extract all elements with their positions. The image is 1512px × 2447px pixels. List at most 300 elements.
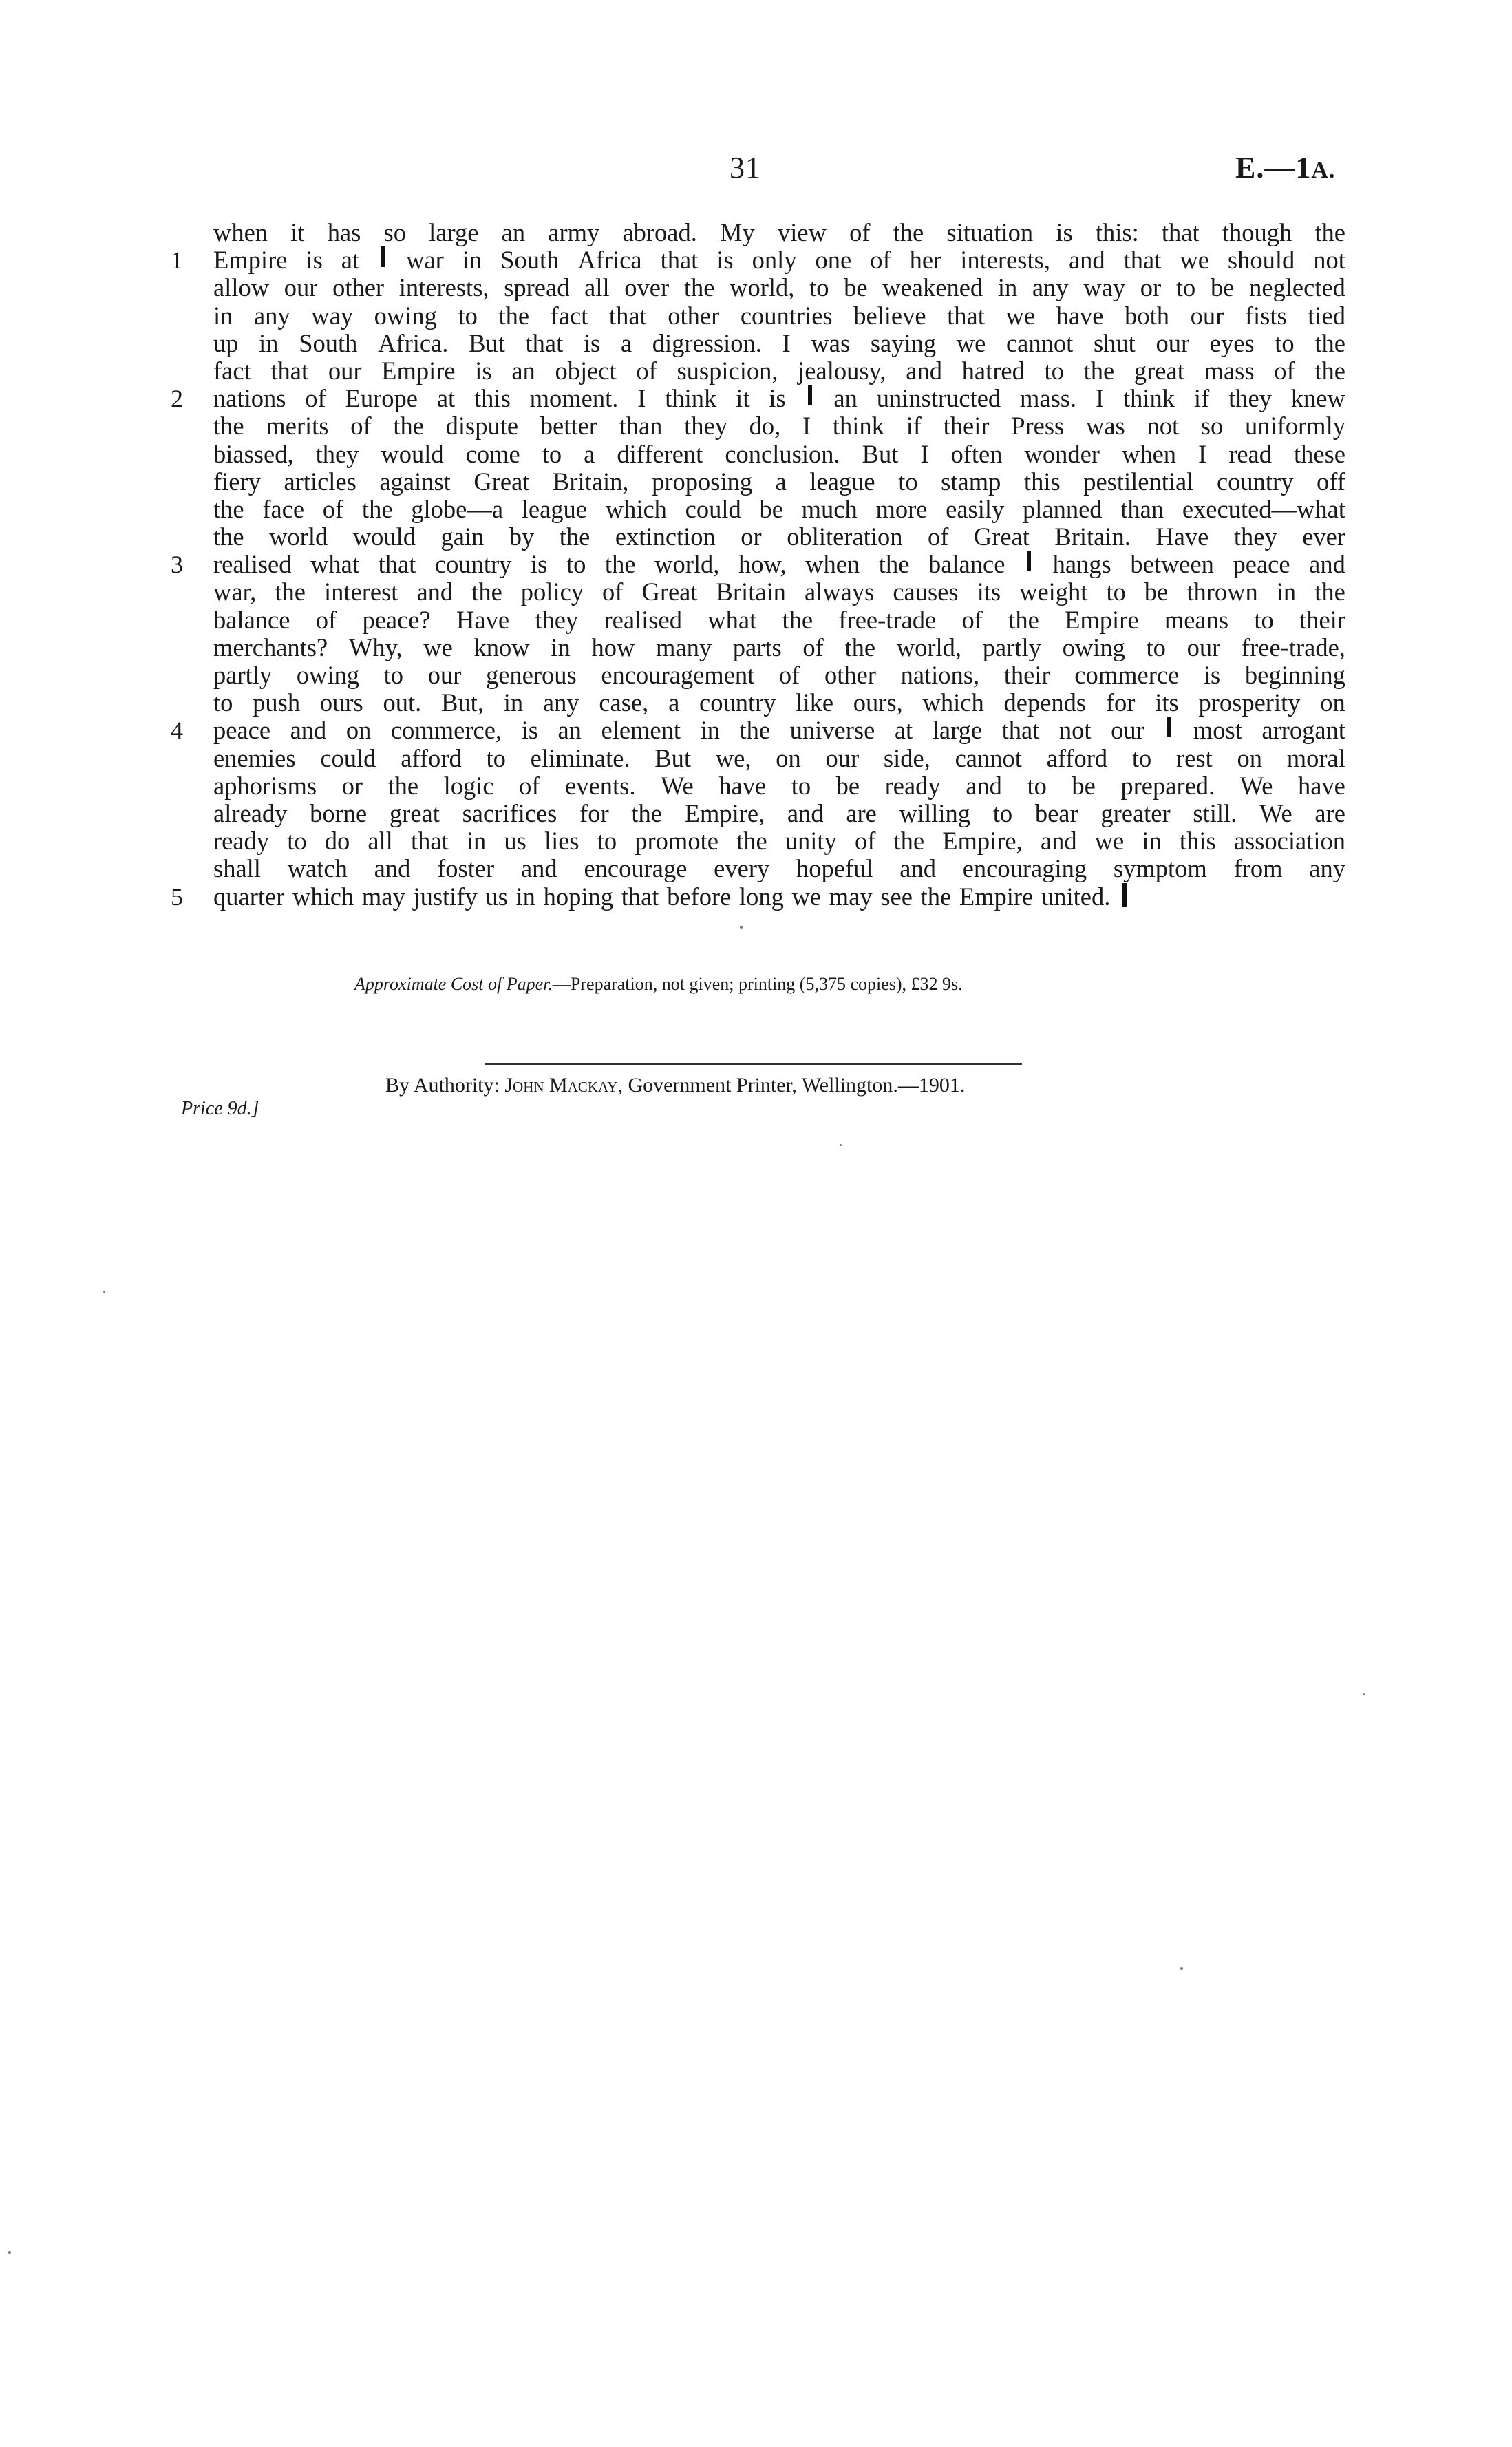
word: to [566, 550, 586, 579]
word: realised [213, 550, 292, 579]
word: think [665, 384, 717, 413]
word: stamp [941, 467, 1001, 496]
scan-speck [840, 1144, 842, 1146]
word: that [621, 882, 659, 911]
word: world, [654, 550, 720, 579]
word: us [504, 827, 526, 856]
word: Empire, [684, 798, 765, 827]
word: much [801, 494, 858, 523]
word: encourage [584, 854, 688, 883]
word: the [361, 494, 393, 523]
word: globe—a [411, 494, 504, 523]
word: commerce, [390, 716, 502, 745]
word: Africa. [378, 328, 449, 357]
word: to [791, 771, 811, 800]
word: great [1133, 356, 1184, 385]
word: the [1314, 356, 1345, 385]
word: and [906, 356, 942, 385]
word: moral [1286, 743, 1345, 772]
word: ours [319, 688, 363, 717]
word: fists [1244, 301, 1287, 330]
horizontal-rule [485, 1063, 1022, 1065]
word: in [466, 827, 487, 856]
word: easily [946, 494, 1005, 523]
word: this [474, 384, 511, 413]
word: that [378, 550, 416, 579]
word: events. [565, 771, 636, 800]
word: situation [946, 218, 1034, 246]
word: and [787, 798, 824, 827]
word: and [1068, 246, 1105, 275]
word: owing [1062, 633, 1125, 661]
word: borne [310, 798, 368, 827]
word: world, [730, 273, 795, 302]
text-line [213, 855, 1345, 882]
word: Why, [348, 633, 403, 661]
scan-speck [1180, 1967, 1183, 1970]
word: all [584, 273, 610, 302]
word: Britain. [1054, 522, 1131, 551]
word: and [374, 854, 411, 883]
word: the [604, 550, 636, 579]
word: But, [441, 688, 484, 717]
word: the [213, 522, 244, 551]
word: interests, [398, 273, 489, 302]
word: abroad. [622, 218, 697, 246]
word: of [927, 522, 949, 551]
word: our [1190, 301, 1224, 330]
word: of [602, 578, 624, 606]
word: in [997, 273, 1018, 302]
word: ready [213, 827, 270, 856]
word: at [341, 246, 360, 275]
word: ever [1302, 522, 1345, 551]
word: moment. [529, 384, 619, 413]
word: many [655, 633, 712, 661]
word: extinction [615, 522, 716, 551]
word: biassed, [213, 439, 294, 468]
word: our [1156, 328, 1190, 357]
word: a [668, 688, 680, 717]
word: are [846, 798, 877, 827]
word: be [1072, 771, 1096, 800]
word: Empire [1065, 605, 1139, 634]
word: and [520, 854, 557, 883]
cost-label: Approximate Cost of Paper. [354, 974, 553, 994]
word: executed—what [1182, 494, 1345, 523]
word: and [899, 854, 936, 883]
word: face [262, 494, 305, 523]
text-line [213, 606, 1345, 634]
word: the [275, 578, 306, 606]
word: dispute [445, 412, 519, 441]
word: to [1175, 273, 1196, 302]
word: for [579, 798, 609, 827]
word: know [473, 633, 530, 661]
word: view [777, 218, 827, 246]
word: we, [715, 743, 752, 772]
page-number: 31 [730, 151, 761, 184]
word: the [631, 798, 662, 827]
word: on [1237, 743, 1262, 772]
word: South [500, 246, 560, 275]
word: war [406, 246, 444, 275]
word: the [844, 633, 876, 661]
word: promote [635, 827, 718, 856]
word: war, [213, 578, 257, 606]
word: wonder [1024, 439, 1100, 468]
word: country [434, 550, 512, 579]
section-marker [1167, 717, 1171, 737]
text-line [171, 550, 1345, 579]
body-text [171, 218, 1345, 911]
document-reference-prefix: E.—1 [1235, 151, 1312, 184]
text-line [213, 745, 1345, 772]
word: pestilential [1083, 467, 1194, 496]
word: world [269, 522, 328, 551]
word: fact [550, 301, 588, 330]
word: we [1180, 246, 1209, 275]
word: be [759, 494, 783, 523]
word: her [909, 246, 942, 275]
word: peace? [362, 605, 431, 634]
word: the [1314, 218, 1345, 246]
text-line [213, 578, 1345, 606]
word: that [270, 356, 309, 385]
word: fiery [213, 467, 261, 496]
word: interests, [960, 246, 1050, 275]
word: logic [443, 771, 494, 800]
word: they [1233, 522, 1277, 551]
word: may [829, 882, 873, 911]
word: in [1142, 827, 1162, 856]
text-line [213, 468, 1345, 496]
word: that [608, 301, 647, 330]
word: free-trade, [1241, 633, 1345, 661]
text-line [213, 302, 1345, 330]
authority-suffix: , Government Printer, Wellington.—1901. [617, 1074, 966, 1097]
word: encouraging [962, 854, 1087, 883]
word: owing [296, 661, 360, 689]
word: our [328, 356, 362, 385]
word: any [253, 301, 290, 330]
margin-line-number: 2 [171, 385, 183, 413]
word: to [1254, 605, 1274, 634]
word: weight [1019, 578, 1088, 606]
word: our [1186, 633, 1221, 661]
text-line [213, 661, 1345, 689]
word: element [601, 716, 681, 745]
word: We [661, 771, 694, 800]
section-marker [381, 246, 385, 267]
scan-speck [103, 1291, 105, 1293]
word: be [1210, 273, 1235, 302]
word: their [943, 412, 990, 441]
word: or [341, 771, 363, 800]
word: bear [1034, 798, 1078, 827]
word: ready [884, 771, 941, 800]
word: than [619, 412, 663, 441]
word: mass. [1020, 384, 1077, 413]
word: other [332, 273, 385, 302]
word: fact [213, 356, 251, 385]
word: Have [1156, 522, 1209, 551]
word: when [1121, 439, 1177, 468]
word: cannot [955, 743, 1022, 772]
word: would [381, 439, 444, 468]
word: league [521, 494, 587, 523]
word: could [320, 743, 376, 772]
word: and [1040, 827, 1077, 856]
word: side, [883, 743, 930, 772]
word: I [1198, 439, 1207, 468]
word: different [617, 439, 703, 468]
word: South [299, 328, 358, 357]
word: tied [1308, 301, 1345, 330]
word: what [707, 605, 757, 634]
word: weakened [882, 273, 983, 302]
word: that [525, 328, 564, 357]
word: association [1233, 827, 1345, 856]
word: beginning [1244, 661, 1345, 689]
word: over [624, 273, 670, 302]
margin-line-number: 4 [171, 717, 183, 745]
word: at [894, 716, 913, 745]
word: in [551, 633, 571, 661]
word: eyes [1209, 328, 1255, 357]
word: at [436, 384, 456, 413]
word: our [825, 743, 860, 772]
word: we [1005, 301, 1036, 330]
word: to [1044, 356, 1064, 385]
word: I [920, 439, 929, 468]
word: we [1094, 827, 1125, 856]
word: this: [1095, 218, 1139, 246]
word: world, [896, 633, 962, 661]
word: every [714, 854, 770, 883]
word: is [1203, 661, 1221, 689]
word: hopeful [796, 854, 873, 883]
word: that [947, 301, 985, 330]
word: uniformly [1244, 412, 1345, 441]
section-marker [1027, 551, 1031, 571]
word: an [501, 218, 526, 246]
word: to [213, 688, 233, 717]
word: on [1320, 688, 1345, 717]
word: that [660, 246, 699, 275]
word: to [486, 743, 506, 772]
word: is [583, 328, 601, 357]
word: object [555, 356, 617, 385]
word: peace [1233, 550, 1290, 579]
word: prepared. [1120, 771, 1215, 800]
word: do [324, 827, 350, 856]
text-line [171, 882, 1345, 911]
word: the [213, 412, 244, 441]
word: which [292, 882, 354, 911]
word: other [668, 301, 720, 330]
word: countries [740, 301, 833, 330]
word: of [802, 633, 824, 661]
word: of [636, 356, 657, 385]
word: Britain [716, 578, 786, 606]
word: is [531, 550, 548, 579]
word: owing [374, 301, 437, 330]
text-line [213, 496, 1345, 523]
word: I [637, 384, 646, 413]
word: enemies [213, 743, 296, 772]
word: nations, [900, 661, 980, 689]
word: our [427, 661, 462, 689]
word: parts [732, 633, 782, 661]
word: means [1164, 605, 1229, 634]
word: what [310, 550, 360, 579]
word: would [352, 522, 416, 551]
word: Press [1011, 412, 1065, 441]
text-line [213, 219, 1345, 246]
word: aphorisms [213, 771, 317, 800]
text-line [213, 800, 1345, 827]
word: though [1222, 218, 1292, 246]
word: it [290, 218, 305, 246]
word: rest [1176, 743, 1213, 772]
word: the [736, 827, 767, 856]
word: arrogant [1261, 716, 1345, 745]
word: Empire, [942, 827, 1023, 856]
word: if [906, 412, 922, 441]
word: the [559, 522, 590, 551]
word: other [824, 661, 876, 689]
word: come [465, 439, 520, 468]
word: foster [437, 854, 495, 883]
word: digression. [652, 328, 762, 357]
word: generous [485, 661, 577, 689]
word: the [393, 412, 424, 441]
word: policy [520, 578, 584, 606]
word: out. [383, 688, 422, 717]
word: of [854, 827, 876, 856]
word: any [542, 688, 579, 717]
word: sacrifices [462, 798, 557, 827]
word: that [1001, 716, 1040, 745]
cost-note [354, 974, 963, 995]
section-marker [1122, 883, 1127, 907]
word: to [383, 661, 404, 689]
word: off [1317, 467, 1345, 496]
word: on [776, 743, 801, 772]
word: do, [749, 412, 781, 441]
word: most [1193, 716, 1242, 745]
word: of [305, 384, 326, 413]
word: be [835, 771, 860, 800]
word: of [870, 246, 891, 275]
scan-speck [740, 926, 743, 929]
word: and [416, 578, 454, 606]
word: a [775, 467, 787, 496]
word: of [1274, 356, 1295, 385]
word: between [1130, 550, 1214, 579]
word: have [1297, 771, 1345, 800]
word: the [387, 771, 419, 800]
word: Great [641, 578, 698, 606]
text-line [213, 634, 1345, 661]
word: Empire [381, 356, 456, 385]
word: But [469, 328, 505, 357]
word: Empire [959, 882, 1034, 911]
word: they [684, 412, 727, 441]
word: army [548, 218, 600, 246]
word: was [1085, 412, 1125, 441]
word: is [475, 356, 492, 385]
word: our [1111, 716, 1144, 745]
word: case, [599, 688, 649, 717]
word: in [1276, 578, 1297, 606]
word: they [1228, 384, 1272, 413]
word: how [591, 633, 635, 661]
word: united. [1041, 882, 1111, 911]
word: encouragement [601, 661, 755, 689]
word: think [1123, 384, 1175, 413]
word: the [1008, 605, 1039, 634]
word: country [1216, 467, 1294, 496]
text-line [213, 523, 1345, 551]
word: merchants? [213, 633, 328, 661]
word: in [503, 688, 524, 717]
word: push [253, 688, 301, 717]
word: its [1155, 688, 1179, 717]
word: suspicion, [677, 356, 778, 385]
word: this [1179, 827, 1216, 856]
word: articles [284, 467, 356, 496]
word: that [1161, 218, 1200, 246]
word: universe [789, 716, 875, 745]
cost-text: —Preparation, not given; printing (5,375 copies), £32 9s. [552, 974, 963, 994]
word: the [1314, 328, 1345, 357]
word: both [1125, 301, 1169, 330]
word: one [815, 246, 852, 275]
word: symptom [1113, 854, 1207, 883]
word: willing [899, 798, 971, 827]
word: to [1027, 771, 1047, 800]
word: the [471, 578, 502, 606]
word: proposing [652, 467, 753, 496]
section-marker [808, 385, 812, 405]
text-line [213, 689, 1345, 717]
word: the [878, 550, 910, 579]
word: their [1299, 605, 1345, 634]
word: watch [287, 854, 348, 883]
word: But [862, 439, 899, 468]
word: better [540, 412, 597, 441]
word: afford [1046, 743, 1108, 772]
word: its [977, 578, 1001, 606]
word: the [920, 882, 952, 911]
word: so [383, 218, 406, 246]
word: justify [413, 882, 478, 911]
word: realised [604, 605, 682, 634]
word: when [213, 218, 268, 246]
word: a [584, 439, 595, 468]
word: depends [1003, 688, 1087, 717]
word: greater [1100, 798, 1171, 827]
word: way [311, 301, 354, 330]
word: partly [982, 633, 1041, 661]
word: up [213, 328, 239, 357]
text-line [171, 246, 1345, 275]
text-line [213, 357, 1345, 385]
word: commerce [1074, 661, 1180, 689]
word: balance [213, 605, 290, 634]
